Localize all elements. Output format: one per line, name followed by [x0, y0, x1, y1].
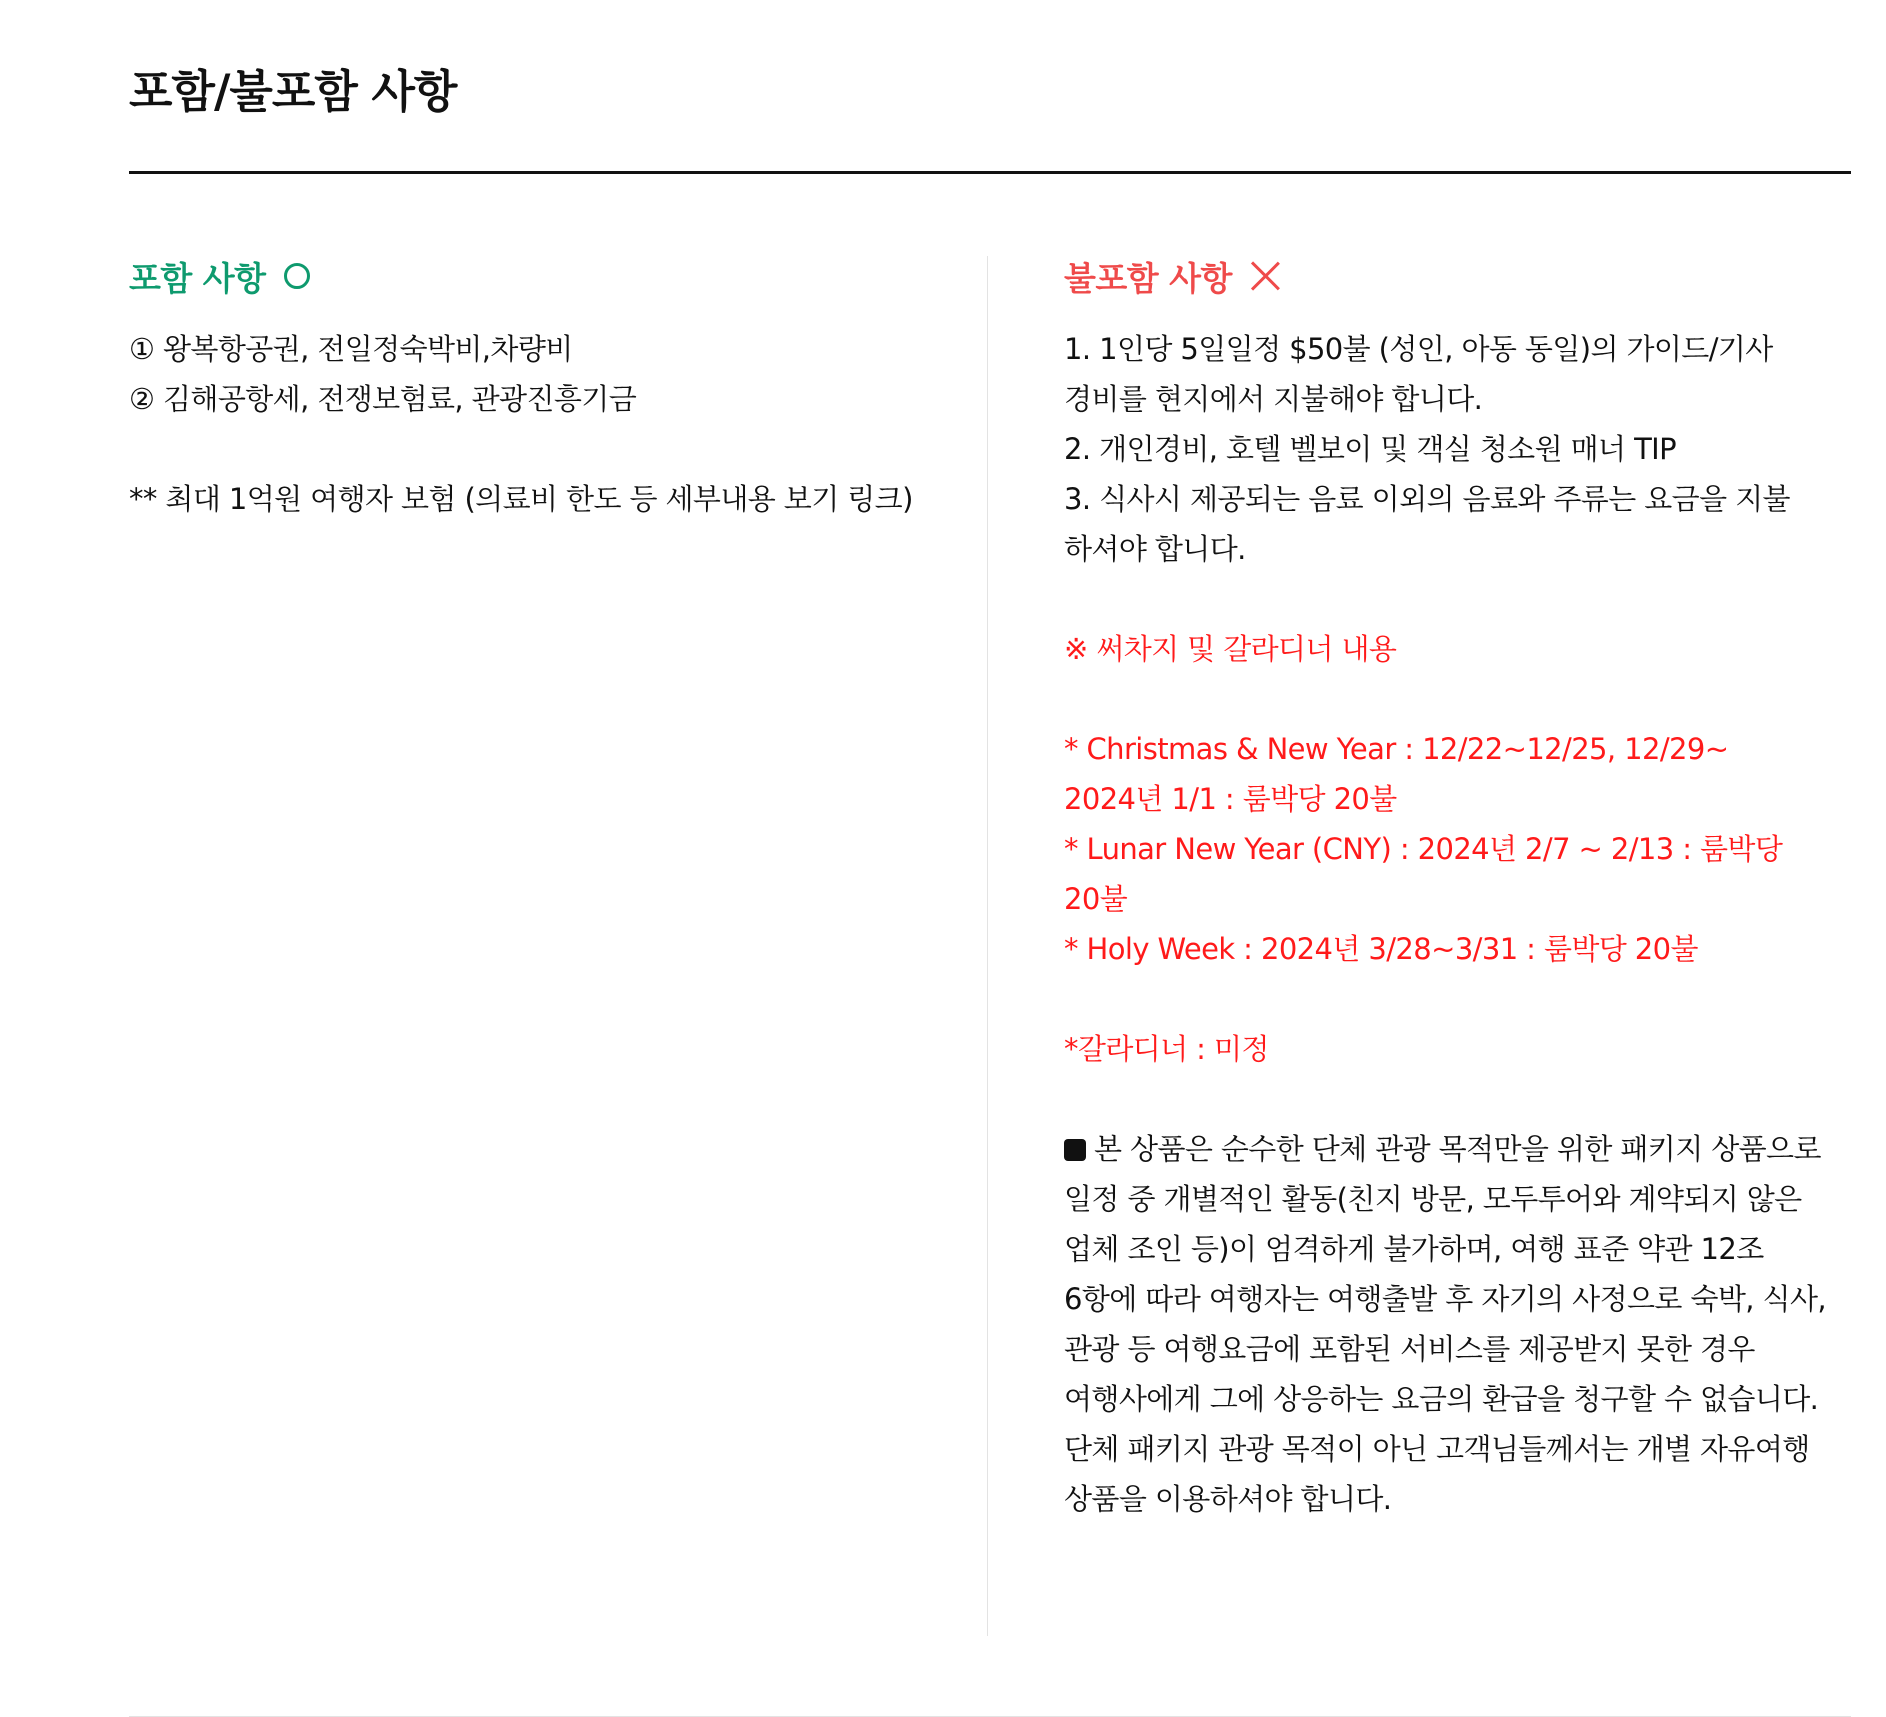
excluded-column [1064, 252, 1844, 1524]
notice-text: 본 상품은 순수한 단체 관광 목적만을 위한 패키지 상품으로 [1094, 1132, 1821, 1166]
column-divider [987, 256, 988, 1636]
included-item: ① 왕복항공권, 전일정숙박비,차량비 [129, 332, 573, 366]
included-column [129, 252, 949, 524]
excluded-heading-label: 불포함 사항 [1064, 258, 1232, 298]
surcharge-title: ※ 써차지 및 갈라디너 내용 [1064, 632, 1397, 666]
notice-line [1064, 1124, 1844, 1174]
excluded-item: 하셔야 합니다. [1064, 532, 1246, 566]
black-square-icon [1064, 1139, 1086, 1161]
surcharge-line: * Lunar New Year (CNY) : 2024년 2/7 ~ 2/13 : 룸박당 [1064, 832, 1783, 866]
included-list [129, 324, 949, 524]
excluded-list [1064, 324, 1844, 1524]
excluded-item: 2. 개인경비, 호텔 벨보이 및 객실 청소원 매너 TIP [1064, 432, 1677, 466]
included-item: ② 김해공항세, 전쟁보험료, 관광진흥기금 [129, 382, 637, 416]
surcharge-line: 2024년 1/1 : 룸박당 20불 [1064, 782, 1397, 816]
notice-line: 단체 패키지 관광 목적이 아닌 고객님들께서는 개별 자유여행 [1064, 1432, 1810, 1466]
included-heading [129, 252, 949, 300]
excluded-heading [1064, 252, 1844, 300]
notice-line: 일정 중 개별적인 활동(친지 방문, 모두투어와 계약되지 않은 [1064, 1182, 1802, 1216]
x-icon [1250, 261, 1280, 291]
notice-line: 6항에 따라 여행자는 여행출발 후 자기의 사정으로 숙박, 식사, [1064, 1282, 1826, 1316]
included-heading-label: 포함 사항 [129, 258, 266, 298]
surcharge-line: 20불 [1064, 882, 1128, 916]
gala-dinner-note: *갈라디너 : 미정 [1064, 1032, 1269, 1066]
circle-icon [284, 263, 310, 289]
excluded-item: 3. 식사시 제공되는 음료 이외의 음료와 주류는 요금을 지불 [1064, 482, 1790, 516]
page-title: 포함/불포함 사항 [129, 65, 457, 118]
surcharge-line: * Holy Week : 2024년 3/28~3/31 : 룸박당 20불 [1064, 932, 1698, 966]
notice-line: 상품을 이용하셔야 합니다. [1064, 1482, 1392, 1516]
notice-line: 여행사에게 그에 상응하는 요금의 환급을 청구할 수 없습니다. [1064, 1382, 1819, 1416]
excluded-item: 1. 1인당 5일일정 $50불 (성인, 아동 동일)의 가이드/기사 [1064, 332, 1773, 366]
excluded-item: 경비를 현지에서 지불해야 합니다. [1064, 382, 1483, 416]
title-divider [129, 171, 1851, 174]
notice-line: 업체 조인 등)이 엄격하게 불가하며, 여행 표준 약관 12조 [1064, 1232, 1764, 1266]
inclusions-section [129, 0, 1851, 1708]
insurance-note: ** 최대 1억원 여행자 보험 (의료비 한도 등 세부내용 보기 링크) [129, 482, 913, 516]
surcharge-line: * Christmas & New Year : 12/22~12/25, 12/29~ [1064, 732, 1729, 766]
notice-line: 관광 등 여행요금에 포함된 서비스를 제공받지 못한 경우 [1064, 1332, 1755, 1366]
